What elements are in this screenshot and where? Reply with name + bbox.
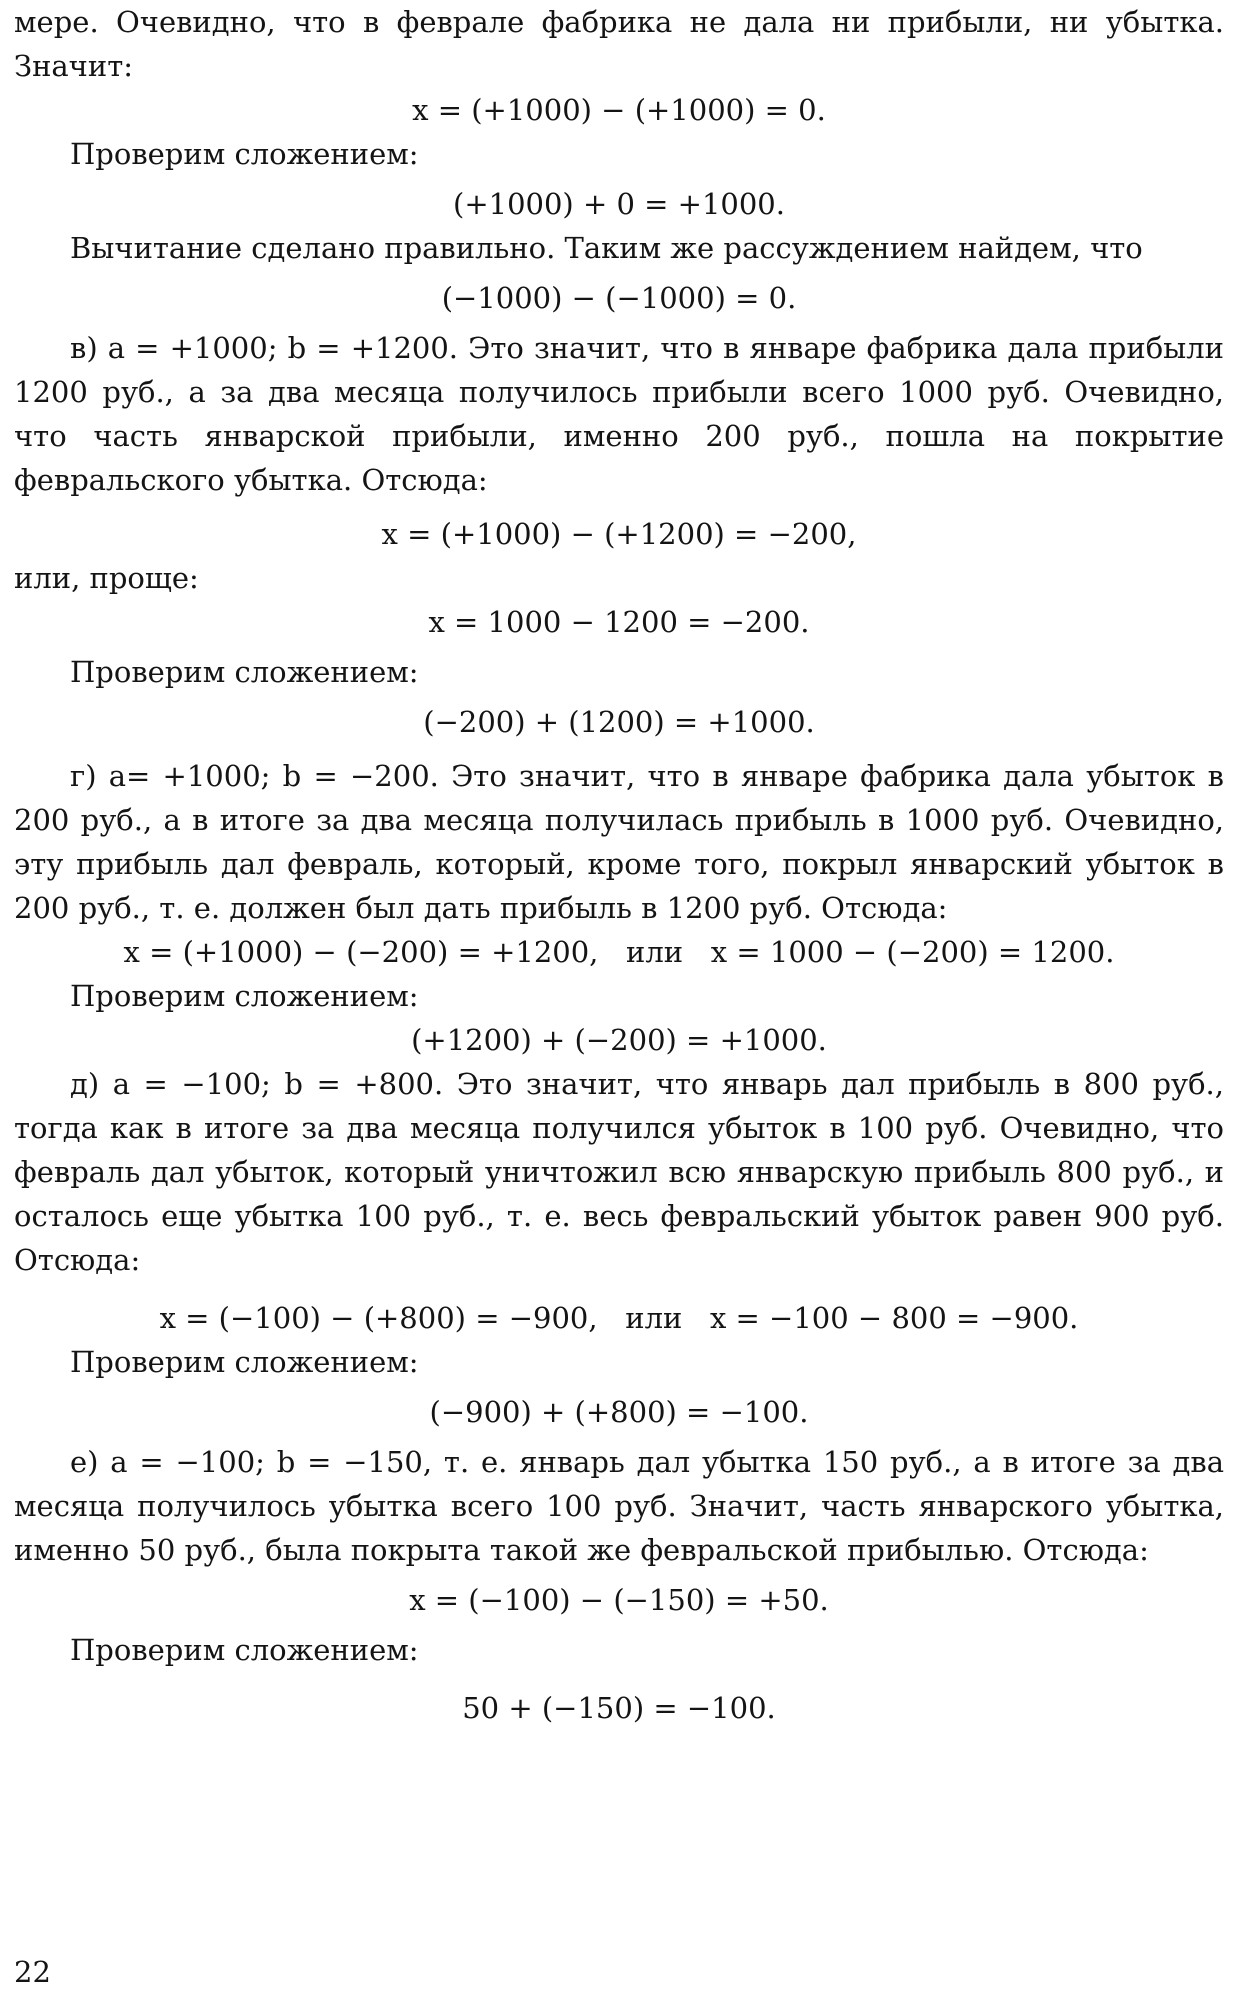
formula-11: x = (−100) − (−150) = +50. [409,1583,829,1617]
formula-6: (−200) + (1200) = +1000. [423,705,815,739]
paragraph-intro: мере. Очевидно, что в феврале фабрика не дала ни прибыли, ни убытка. Значит: [14,5,1224,83]
check-heading-1: Проверим сложением: [70,137,419,171]
paragraph-subtraction-correct: Вычитание сделано правильно. Таким же рассуждением найдем, что [70,231,1143,265]
paragraph-simpler: или, проще: [14,561,199,595]
formula-3: (−1000) − (−1000) = 0. [441,281,797,315]
book-page [14,0,1224,2000]
paragraph-case-g: г) a= +1000; b = −200. Это значит, что в январе фабрика дала убыток в 200 руб., а в итоге за два месяца получилась прибыль в 1000 руб. Очевидно, эту прибыль дал февраль, который, кроме того, покрыл январский убыток в 200 руб., т. е. должен был дать прибыль в 1200 руб. Отсюда: [14,759,1224,925]
paragraph-case-v: в) a = +1000; b = +1200. Это значит, что в январе фабрика дала прибыли 1200 руб., а за два месяца получилось прибыли всего 1000 руб. Очевидно, что часть январской прибыли, именно 200 руб., пошла на покрытие февральского убытка. Отсюда: [14,331,1224,497]
formula-9: x = (−100) − (+800) = −900, или x = −100 − 800 = −900. [159,1301,1079,1335]
formula-10: (−900) + (+800) = −100. [429,1395,809,1429]
check-heading-5: Проверим сложением: [70,1633,419,1667]
formula-8: (+1200) + (−200) = +1000. [411,1023,827,1057]
formula-12: 50 + (−150) = −100. [462,1691,776,1725]
check-heading-4: Проверим сложением: [70,1345,419,1379]
paragraph-case-d: д) a = −100; b = +800. Это значит, что январь дал прибыль в 800 руб., тогда как в итоге за два месяца получился убыток в 100 руб. Очевидно, что февраль дал убыток, который уничтожил всю январскую прибыль 800 руб., и осталось еще убытка 100 руб., т. е. весь февральский убыток равен 900 руб. Отсюда: [14,1067,1224,1277]
page-number: 22 [14,1955,51,1989]
formula-4: x = (+1000) − (+1200) = −200, [381,517,857,551]
formula-2: (+1000) + 0 = +1000. [453,187,785,221]
check-heading-2: Проверим сложением: [70,655,419,689]
formula-1: x = (+1000) − (+1000) = 0. [412,93,826,127]
formula-5: x = 1000 − 1200 = −200. [428,605,810,639]
formula-7: x = (+1000) − (−200) = +1200, или x = 1000 − (−200) = 1200. [123,935,1115,969]
check-heading-3: Проверим сложением: [70,979,419,1013]
paragraph-case-e: е) a = −100; b = −150, т. е. январь дал убытка 150 руб., а в итоге за два месяца получилось убытка всего 100 руб. Значит, часть январского убытка, именно 50 руб., была покрыта такой же февральской прибылью. Отсюда: [14,1445,1224,1567]
